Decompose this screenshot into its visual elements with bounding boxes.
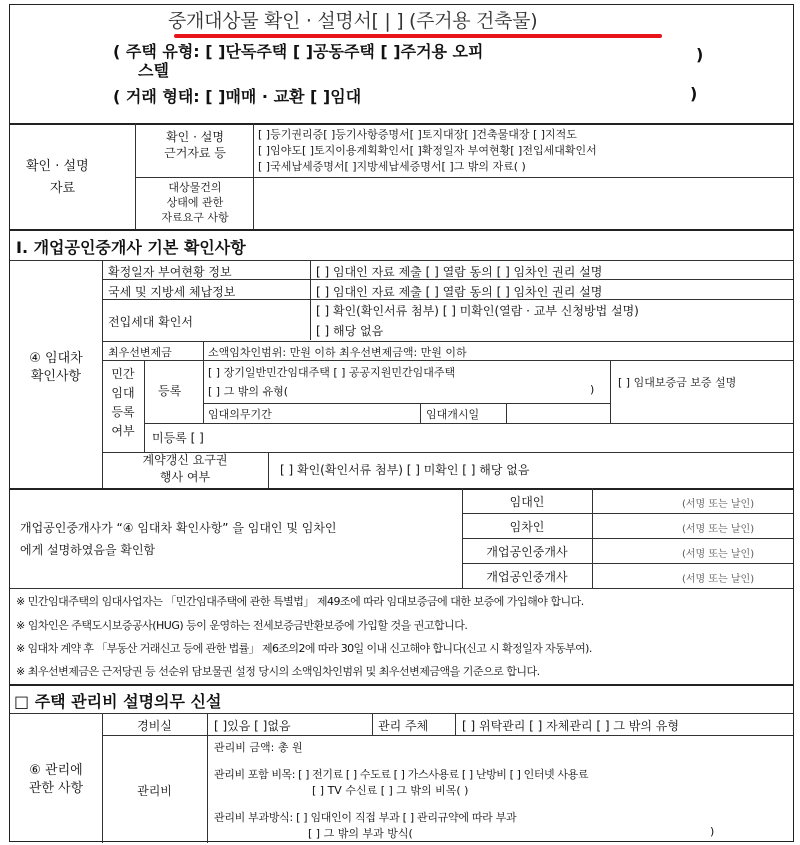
fee-items-line-1: 관리비 포함 비목: [ ] 전기료 [ ] 수도료 [ ] 가스사용료 [ ] 난방비 [ ] 인터넷 사용료: [214, 768, 589, 781]
lease-row-value: [ ] 임대인 자료 제출 [ ] 열람 동의 [ ] 임차인 권리 설명: [316, 285, 603, 299]
entity-label: 관리 주체: [378, 719, 429, 733]
lease-period-label: 임대의무기간: [208, 408, 272, 421]
divider: [10, 229, 793, 231]
fee-method-close: ): [710, 825, 715, 838]
note: ※ 임차인은 주택도시보증공사(HUG) 등이 운영하는 전세보증금반환보증에 가입할 것을 권고합니다.: [16, 619, 468, 632]
fee-method-line-1: 관리비 부과방식: [ ] 임대인이 직접 부과 [ ] 관리규약에 따라 부과: [214, 811, 517, 824]
management-label: ⑥ 관리에 관한 사항: [28, 763, 84, 796]
unregistered-label: 미등록 [ ]: [152, 431, 204, 445]
house-type-line: ( 주택 유형: [ ]단독주택 [ ]공동주택 [ ]주거용 오피: [113, 42, 484, 61]
red-highlight-underline: [174, 34, 662, 38]
fee-label: 관리비: [137, 784, 172, 798]
management-heading: □ 주택 관리비 설명의무 신설: [14, 692, 222, 711]
renewal-value: [ ] 확인(확인서류 첨부) [ ] 미확인 [ ] 해당 없음: [280, 463, 530, 477]
fee-items-line-2: [ ] TV 수신료 [ ] 그 밖의 비목( ): [312, 784, 469, 797]
entity-value: [ ] 위탁관리 [ ] 자체관리 [ ] 그 밖의 유형: [462, 719, 679, 733]
divider: [203, 403, 610, 404]
lease-row-label: 확정일자 부여현황 정보: [108, 265, 232, 279]
divider: [135, 177, 793, 178]
note: ※ 민간임대주택의 임대사업자는 「민간임대주택에 관한 특별법」 제49조에 따라 임대보증금에 대한 보증에 가입해야 합니다.: [16, 595, 584, 608]
party-role: 개업공인중개사: [486, 545, 568, 559]
guard-label: 경비실: [137, 719, 172, 733]
divider: [462, 538, 793, 539]
registered-line-2-close: ): [590, 383, 595, 396]
renewal-label: 계약갱신 요구권 행사 여부: [142, 453, 228, 484]
document-page: [9, 4, 794, 842]
divider: [10, 713, 793, 714]
house-type-line2: 스텔: [138, 61, 169, 80]
document-title: 중개대상물 확인 · 설명서[ | ] (주거용 건축물): [168, 10, 538, 32]
priority-value: 소액임차인범위: 만원 이하 최우선변제금액: 만원 이하: [208, 346, 467, 359]
private-rental-label: 민간 임대 등록 여부: [111, 367, 135, 438]
note: ※ 최우선변제금은 근저당권 등 선순위 담보물권 설정 당시의 소액임차인범위 및 최우선변제금액을 기준으로 합니다.: [16, 665, 540, 678]
divider: [102, 360, 793, 361]
deal-type-close: ): [690, 84, 698, 103]
signature-field[interactable]: (서명 또는 날인): [682, 524, 755, 535]
party-role: 임차인: [509, 520, 545, 534]
house-type-close: ): [696, 45, 704, 64]
divider: [102, 735, 793, 736]
divider: [310, 260, 311, 340]
divider: [10, 260, 793, 261]
divider: [207, 713, 208, 843]
divider: [144, 360, 145, 452]
divider: [462, 563, 793, 564]
fee-method-line-2: [ ] 그 밖의 부과 방식(: [308, 827, 413, 840]
divider: [455, 713, 456, 735]
basis-checklist-2: [ ]임야도[ ]토지이용계획확인서[ ]확정일자 부여현황[ ]전입세대확인서: [258, 144, 597, 157]
divider: [268, 452, 269, 488]
divider: [253, 123, 254, 229]
signature-field[interactable]: (서명 또는 날인): [682, 574, 755, 585]
divider: [203, 360, 204, 423]
basis-label: 확인 · 설명 근거자료 등: [164, 130, 226, 160]
party-role: 임대인: [509, 495, 545, 509]
confirm-label: 확인 · 설명: [26, 159, 89, 174]
guard-value: [ ]있음 [ ]없음: [214, 719, 291, 733]
divider: [135, 123, 136, 229]
lease-row-label: 국세 및 지방세 체납정보: [108, 285, 236, 299]
confirmation-statement-2: 에게 설명하였음을 확인함: [20, 543, 156, 557]
divider: [420, 403, 421, 423]
divider: [10, 488, 793, 490]
request-label: 대상물건의 상태에 관한 자료요구 사항: [161, 181, 229, 224]
divider: [10, 684, 793, 686]
divider: [203, 341, 204, 360]
divider: [102, 341, 793, 342]
move-in-line-2: [ ] 해당 없음: [316, 324, 384, 338]
registered-line-1: [ ] 장기일반민간임대주택 [ ] 공공지원민간임대주택: [208, 366, 456, 379]
basis-checklist-1: [ ]등기권리증[ ]등기사항증명서[ ]토지대장[ ]건축물대장 [ ]지적도: [258, 128, 577, 141]
lease-row-value: [ ] 임대인 자료 제출 [ ] 열람 동의 [ ] 임차인 권리 설명: [316, 265, 603, 279]
divider: [10, 123, 793, 125]
confirm-label-2: 자료: [50, 181, 76, 196]
divider: [506, 403, 507, 423]
divider: [10, 588, 793, 589]
signature-field[interactable]: (서명 또는 날인): [682, 549, 755, 560]
lease-start-label: 임대개시일: [426, 408, 480, 421]
divider: [144, 423, 793, 424]
move-in-label: 전입세대 확인서: [108, 315, 193, 329]
divider: [610, 360, 611, 423]
confirmation-statement: 개업공인중개사가 “④ 임대차 확인사항” 을 임대인 및 임차인: [20, 521, 337, 535]
note: ※ 임대차 계약 후 「부동산 거래신고 등에 관한 법률」 제6조의2에 따라 30일 이내 신고해야 합니다(신고 시 확정일자 자동부여).: [16, 642, 592, 655]
signature-field[interactable]: (서명 또는 날인): [682, 499, 755, 510]
registered-line-2: [ ] 그 밖의 유형(: [208, 385, 288, 398]
priority-label: 최우선변제금: [108, 346, 172, 359]
lease-check-label: ④ 임대차 확인사항: [29, 351, 83, 384]
move-in-line-1: [ ] 확인(확인서류 첨부) [ ] 미확인(열람 · 교부 신청방법 설명): [316, 304, 639, 318]
divider: [372, 713, 373, 735]
basis-checklist-3: [ ]국세납세증명서[ ]지방세납세증명서[ ]그 밖의 자료( ): [258, 160, 526, 173]
party-role: 개업공인중개사: [486, 570, 568, 584]
guarantee-text: [ ] 임대보증금 보증 설명: [618, 376, 737, 389]
deal-type-line: ( 거래 형태: [ ]매매 · 교환 [ ]임대: [113, 87, 362, 106]
fee-amount: 관리비 금액: 총 원: [214, 741, 303, 754]
divider: [462, 513, 793, 514]
registered-label: 등록: [158, 384, 182, 398]
section-1-title: Ⅰ. 개업공인중개사 기본 확인사항: [16, 238, 246, 257]
